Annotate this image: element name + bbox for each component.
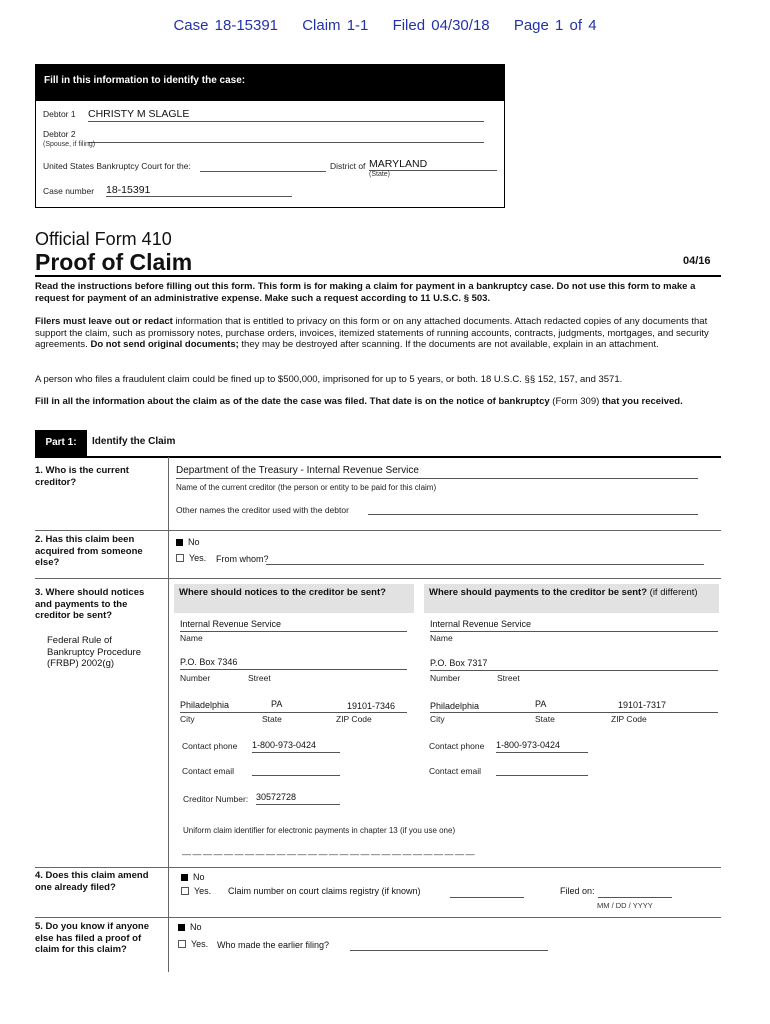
notices-email-field[interactable]	[252, 764, 340, 776]
p2-rest2: they may be destroyed after scanning. If the documents are not available, explain in an attachment.	[238, 339, 659, 350]
q2-yes-label: Yes.	[189, 553, 207, 563]
notices-email-label: Contact email	[182, 766, 234, 776]
q1-question: 1. Who is the current creditor?	[35, 465, 129, 488]
payments-email-field[interactable]	[496, 764, 588, 776]
instructions-p2	[35, 316, 721, 351]
notices-phone-field[interactable]: 1-800-973-0424	[252, 740, 340, 753]
filed-date-header: Filed 04/30/18	[392, 17, 490, 34]
payments-name-caption: Name	[430, 633, 453, 643]
payments-zip-caption: ZIP Code	[611, 714, 647, 724]
q2-yes-checkbox[interactable]	[176, 554, 184, 562]
notices-state-caption: State	[262, 714, 282, 724]
claim-number-header: Claim 1-1	[302, 17, 369, 34]
payments-zip-field[interactable]: 19101-7317	[618, 700, 667, 710]
notices-street-caption: Street	[248, 673, 271, 683]
q4-separator	[35, 917, 721, 918]
q5-question: 5. Do you know if anyone else has filed a proof of claim for this claim?	[35, 921, 150, 955]
instructions-p4	[35, 396, 721, 408]
creditor-number-label: Creditor Number:	[183, 794, 249, 804]
q3-separator	[35, 867, 721, 868]
part1-tab: Part 1:	[35, 430, 87, 456]
title-rule	[35, 275, 721, 277]
p2-bold2: Do not send original documents;	[90, 339, 239, 350]
payments-number-field[interactable]: P.O. Box 7317	[430, 658, 718, 671]
payments-name-field[interactable]: Internal Revenue Service	[430, 619, 718, 632]
notices-zip-caption: ZIP Code	[336, 714, 372, 724]
form-revision: 04/16	[683, 255, 711, 267]
from-whom-label: From whom?	[216, 554, 269, 564]
q5-no-checkbox[interactable]	[178, 924, 185, 931]
payments-email-label: Contact email	[429, 766, 481, 776]
notices-city-caption: City	[180, 714, 195, 724]
form-title: Proof of Claim	[35, 249, 193, 275]
payments-state-caption: State	[535, 714, 555, 724]
date-format-note: MM / DD / YYYY	[597, 901, 653, 910]
debtor1-field[interactable]: CHRISTY M SLAGLE	[88, 108, 484, 122]
question-column-divider	[168, 457, 169, 972]
q4-no-checkbox[interactable]	[181, 874, 188, 881]
notices-state-field[interactable]: PA	[271, 699, 283, 709]
notices-name-field[interactable]: Internal Revenue Service	[180, 619, 407, 632]
payments-phone-field[interactable]: 1-800-973-0424	[496, 740, 588, 753]
creditor-name-field[interactable]: Department of the Treasury - Internal Revenue Service	[176, 465, 698, 479]
registry-field[interactable]	[450, 886, 524, 898]
p2-bold: Filers must leave out or redact	[35, 316, 173, 327]
notices-city-field[interactable]: Philadelphia	[180, 700, 230, 710]
debtor2-note: (Spouse, if filing)	[43, 141, 96, 148]
from-whom-field[interactable]	[266, 553, 704, 565]
case-header	[0, 17, 770, 34]
other-names-label: Other names the creditor used with the debtor	[176, 505, 349, 515]
filed-on-field[interactable]	[598, 886, 672, 898]
case-number-field[interactable]: 18-15391	[106, 184, 292, 197]
uci-label: Uniform claim identifier for electronic payments in chapter 13 (if you use one)	[183, 826, 456, 835]
court-blank[interactable]	[200, 160, 326, 172]
district-field[interactable]: MARYLAND	[369, 158, 497, 171]
debtor1-label: Debtor 1	[43, 109, 76, 119]
q4-yes-label: Yes.	[194, 886, 212, 896]
payments-phone-label: Contact phone	[429, 741, 485, 751]
notices-name-caption: Name	[180, 633, 203, 643]
instructions-p3: A person who files a fraudulent claim could be fined up to $500,000, imprisoned for up to 5 years, or both. 18 U.S.C. §§ 152, 157, and 3571.	[35, 374, 623, 385]
filed-on-label: Filed on:	[560, 886, 595, 896]
p4-mid: (Form 309)	[549, 396, 602, 407]
debtor2-field[interactable]	[88, 130, 484, 143]
creditor-name-caption: Name of the current creditor (the person or entity to be paid for this claim)	[176, 483, 437, 492]
q4-yes-option[interactable]	[181, 886, 211, 896]
payments-city-field[interactable]: Philadelphia	[430, 701, 480, 711]
other-names-field[interactable]	[368, 503, 698, 515]
q2-separator	[35, 578, 721, 579]
payments-heading-main: Where should payments to the creditor be sent?	[429, 587, 648, 598]
form-number: Official Form 410	[35, 229, 172, 249]
q5-no-option[interactable]	[178, 922, 202, 932]
uci-field[interactable]: — — — — — — — — — — — — — — — — — — — — — — — — — — — —	[182, 849, 475, 859]
q2-no-label: No	[188, 537, 200, 547]
court-label: United States Bankruptcy Court for the:	[43, 161, 191, 171]
q4-yes-checkbox[interactable]	[181, 887, 189, 895]
case-number-header: Case 18-15391	[173, 17, 279, 34]
q5-yes-label: Yes.	[191, 939, 209, 949]
case-number-label: Case number	[43, 186, 95, 196]
q4-question: 4. Does this claim amend one already filed?	[35, 870, 149, 893]
q2-yes-option[interactable]	[176, 553, 206, 563]
notices-number-caption: Number	[180, 673, 211, 683]
q2-question: 2. Has this claim been acquired from someone else?	[35, 534, 143, 568]
payments-number-caption: Number	[430, 673, 461, 683]
q5-yes-checkbox[interactable]	[178, 940, 186, 948]
payments-street-caption: Street	[497, 673, 520, 683]
q2-no-checkbox[interactable]	[176, 539, 183, 546]
payments-heading-note: (if different)	[647, 587, 698, 598]
frbp-note: Federal Rule of Bankruptcy Procedure (FRBP) 2002(g)	[47, 635, 141, 669]
notices-zip-field[interactable]: 19101-7346	[347, 701, 396, 711]
payments-heading	[424, 584, 719, 613]
q4-no-option[interactable]	[181, 872, 205, 882]
page-count-header: Page 1 of 4	[513, 17, 597, 34]
p2-rest: information that is entitled to privacy on this form or on any attached documents. Attach redacted copies of any documents that support the claim, such as promissory notes, purchase orders, invoices, itemized statements of running accounts, contracts, judgments, mortgages, and security agreements.	[35, 316, 709, 350]
creditor-number-field[interactable]: 30572728	[256, 792, 340, 805]
debtor2-label: Debtor 2	[43, 129, 76, 139]
q5-no-label: No	[190, 922, 202, 932]
q1-separator	[35, 530, 721, 531]
earlier-filing-label: Who made the earlier filing?	[217, 940, 330, 950]
payments-state-field[interactable]: PA	[535, 699, 547, 709]
case-info-heading: Fill in this information to identify the case:	[36, 65, 504, 101]
notices-number-field[interactable]: P.O. Box 7346	[180, 657, 407, 670]
q5-yes-option[interactable]	[178, 939, 208, 949]
q4-no-label: No	[193, 872, 205, 882]
p4-bold: Fill in all the information about the claim as of the date the case was filed. That date is on the notice of bankruptcy	[35, 396, 550, 407]
notices-heading: Where should notices to the creditor be sent?	[174, 584, 414, 613]
q2-no-option[interactable]	[176, 537, 200, 547]
payments-city-caption: City	[430, 714, 445, 724]
part1-title: Identify the Claim	[92, 436, 176, 447]
p4-end: that you received.	[601, 396, 683, 407]
notices-phone-label: Contact phone	[182, 741, 238, 751]
registry-label: Claim number on court claims registry (if known)	[228, 886, 421, 896]
state-note: (State)	[369, 171, 391, 178]
district-label: District of	[330, 161, 366, 171]
part1-rule	[35, 456, 721, 458]
instructions-p1: Read the instructions before filling out this form. This form is for making a claim for payment in a bankruptcy case. Do not use this form to make a request for payment of an administrative expense. Make such a request according to 11 U.S.C. § 503.	[35, 281, 696, 304]
q3-question: 3. Where should notices and payments to the creditor be sent?	[35, 587, 145, 621]
earlier-filing-field[interactable]	[350, 939, 548, 951]
